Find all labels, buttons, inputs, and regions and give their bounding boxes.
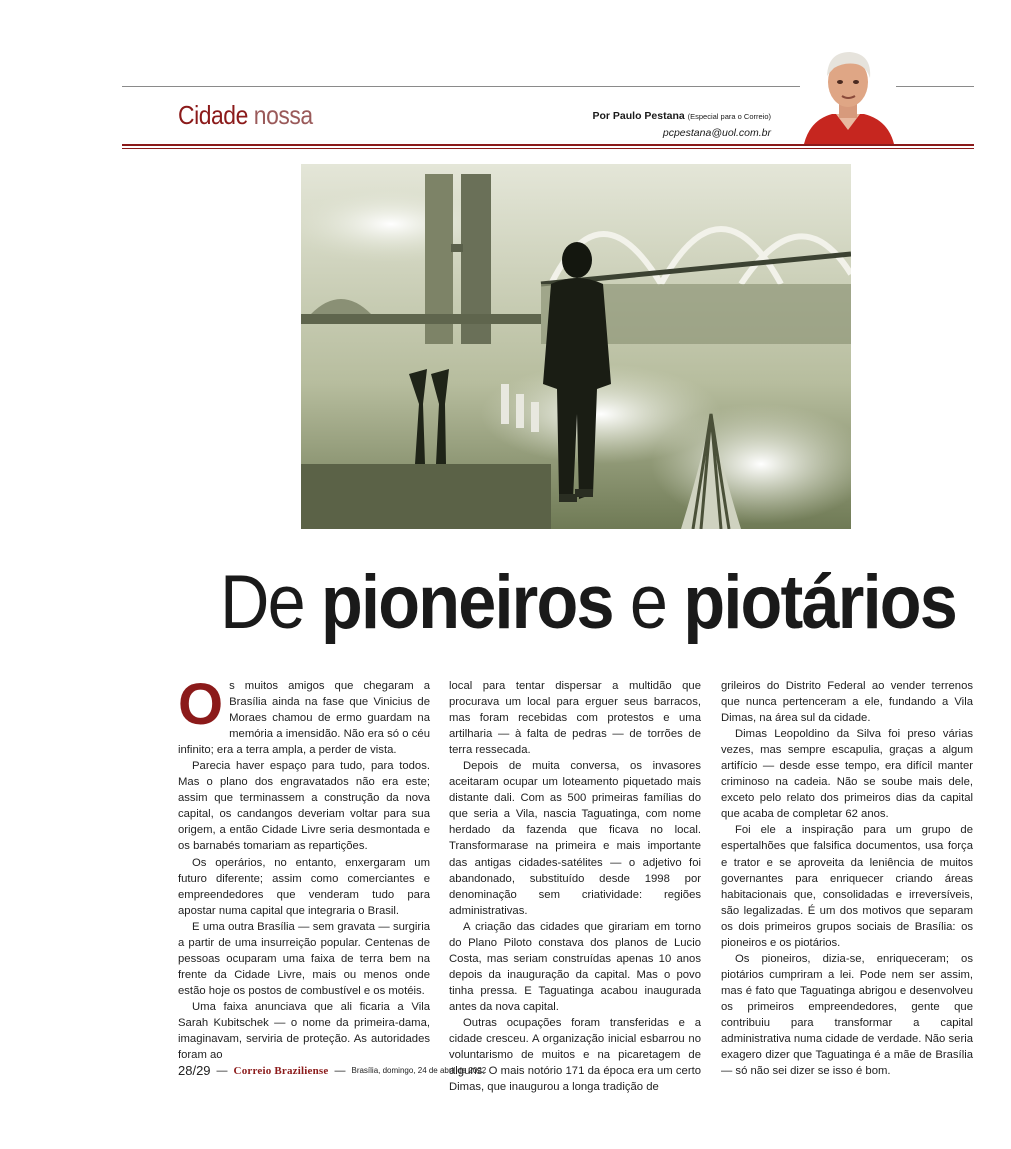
- article-paragraph: grileiros do Distrito Federal ao vender terrenos que nunca pertenceram a ele, fundando a Vila Dimas, na área sul da cidade.: [721, 680, 973, 725]
- headline: [220, 548, 957, 658]
- headline-part-2: pioneiros: [321, 560, 613, 645]
- article-paragraph: Parecia haver espaço para tudo, para todos. Mas o plano dos engravatados não era este; assim que terminassem a construção da nova capital, os candangos deveriam voltar para sua origem, a então Cidade Livre seria desmontada e os barnabés tomariam as repartições.: [178, 760, 430, 853]
- article-paragraph: A criação das cidades que girariam em torno do Plano Piloto constava dos planos de Lucio Costa, mas seriam construídas apenas 10 anos depois da inauguração da capital. Mas o povo tinha pressa. E Taguatinga acabou inaugurada antes da nova capital.: [449, 920, 701, 1013]
- headline-part-4: piotários: [683, 560, 957, 645]
- article-paragraph: Dimas Leopoldino da Silva foi preso várias vezes, mas sempre escapulia, graças a algum artifício — desde esse tempo, era difícil manter criminoso na cadeia. Não se soube mais dele, exceto pelo relato dos primeiros dias da capital que acaba de completar 62 anos.: [721, 728, 973, 821]
- footer-dash: —: [216, 1064, 228, 1077]
- header-rule-thin: [122, 148, 974, 149]
- article-paragraph: Outras ocupações foram transferidas e a cidade cresceu. A organização inicial esbarrou no voluntarismo de muitos e na picaretagem de alguns. O mais notório 171 da época era um certo Dimas, que inaugurou a longa tradição de: [449, 1016, 701, 1094]
- byline-email[interactable]: pcpestana@uol.com.br: [662, 127, 771, 139]
- article-paragraph: local para tentar dispersar a multidão que procurava um local para erguer seus barracos, mas foram recebidas com protestos e uma artilharia — à falta de pedras — de torrões de terra ressecada.: [449, 680, 701, 757]
- newspaper-name: Correio Braziliense: [233, 1064, 329, 1077]
- article-paragraph: E uma outra Brasília — sem gravata — surgiria a partir de uma insurreição popular. Centenas de pessoas ocuparam uma faixa de terra bem na frente da Cidade Livre, mais ou menos onde estão hoje os postos de combustível e os motéis.: [178, 920, 430, 997]
- illustration-collage: [301, 164, 851, 529]
- article-paragraph: Os pioneiros, dizia-se, enriqueceram; os piotários cumpriram a lei. Pode nem ser assim, mas é fato que Taguatinga abrigou e desenvolveu os primeiros empreendedores, gente que contribuiu para transformar a capital administrativa numa cidade de verdade. Não seria exagero dizer que Taguatinga é a mãe de Brasília — só não sei dizer se isso é bom.: [721, 952, 973, 1078]
- article-paragraph: Foi ele a inspiração para um grupo de espertalhões que falsifica documentos, usa força e trator e se aproveita da leniência de muitos governantes para enriquecer criando áreas habitacionais que, consolidadas e irreversíveis, são legalizadas. É um dos motivos que separam os dois primeiros grupos sociais de Brasília: os pioneiros e os piotários.: [721, 824, 973, 949]
- page-footer: [178, 1063, 486, 1078]
- footer-dash: —: [334, 1064, 346, 1077]
- article-column-3: [721, 678, 973, 1079]
- section-label: [178, 100, 313, 131]
- article-column-2: [449, 678, 701, 1095]
- byline-author: Por Paulo Pestana: [592, 110, 685, 122]
- headline-part-1: De: [220, 560, 304, 645]
- byline: [593, 108, 772, 141]
- article-paragraph: Uma faixa anunciava que ali ficaria a Vila Sarah Kubitschek — o nome da primeira-dama, imaginavam, serviria de proteção. As autoridades foram ao: [178, 1000, 430, 1062]
- section-title-second: nossa: [253, 100, 313, 130]
- article-paragraph: Depois de muita conversa, os invasores aceitaram ocupar um loteamento piquetado mais distante dali. Com as 500 primeiras famílias do que seria a Vila, nascia Taguatinga, com nome herdado da fazenda que ficava no local. Transformarase na primeira e mais importante das antigas cidades-satélites — o adjetivo foi abandonado, substituído desde 1998 por denominação sem criatividade: regiões administrativas.: [449, 760, 701, 917]
- dropcap: O: [178, 672, 224, 737]
- page-numbers: 28/29: [178, 1063, 211, 1078]
- author-photo: [800, 44, 896, 144]
- article-column-1: [178, 672, 430, 1063]
- article-paragraph: Os operários, no entanto, enxergaram um futuro diferente; assim como comerciantes e empreendedores que venderam tudo para apostar numa capital que integraria o Brasil.: [178, 856, 430, 917]
- issue-date: Brasília, domingo, 24 de abril de 2022: [351, 1066, 487, 1075]
- header-rule: [122, 144, 974, 146]
- byline-note: (Especial para o Correio): [687, 112, 771, 121]
- article-paragraph: Os muitos amigos que chegaram a Brasília ainda na fase que Vinicius de Moraes chamou de ermo guardam na memória a imensidão. Não era só o céu infinito; era a terra ampla, a perder de vista.: [178, 672, 430, 757]
- section-title-first: Cidade: [178, 100, 248, 130]
- headline-part-3: e: [629, 560, 667, 645]
